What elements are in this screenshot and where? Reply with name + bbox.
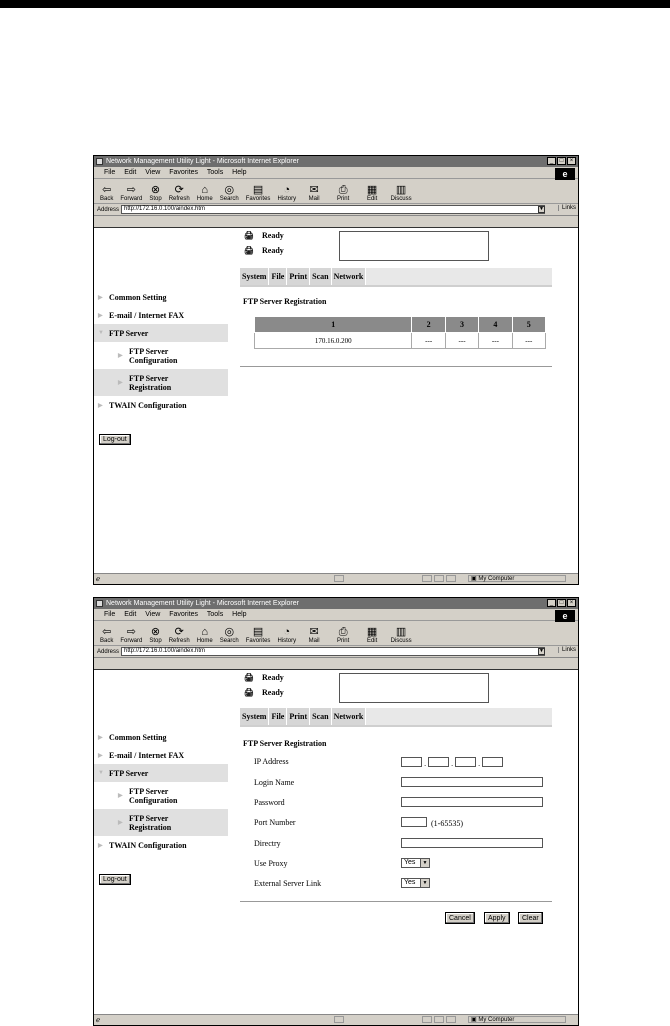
address-label: Address (97, 648, 120, 655)
ie-logo-icon: e (555, 610, 575, 622)
history-button[interactable]: ◔ History (277, 184, 297, 202)
menu-help[interactable]: Help (232, 611, 247, 618)
printer-status-1: 🖨 Ready (243, 231, 284, 240)
mail-button[interactable]: ✉ Mail (308, 626, 320, 644)
use-proxy-select[interactable]: Yes ▼ (401, 858, 430, 868)
ip-dot: . (478, 759, 481, 768)
ie-logo-icon: e (555, 168, 575, 180)
status-segment (422, 1016, 432, 1023)
password-input[interactable] (401, 797, 543, 807)
status-segment (434, 1016, 444, 1023)
sidebar-item-ftp-configuration[interactable]: ▶ FTP Server Configuration (118, 786, 178, 805)
tab-system[interactable]: System (240, 268, 269, 285)
printer-status-2: 🖨 Ready (243, 688, 284, 697)
table-cell-link[interactable]: --- (445, 333, 478, 349)
page-content (94, 669, 578, 1015)
printer-icon: 🖨 (243, 673, 255, 682)
refresh-icon: ⟳ (174, 184, 184, 196)
minimize-button[interactable]: _ (547, 599, 556, 607)
tab-bar (240, 268, 552, 285)
address-label: Address (97, 206, 120, 213)
external-server-link-select[interactable]: Yes ▼ (401, 878, 430, 888)
menu-help[interactable]: Help (232, 169, 247, 176)
sidebar-nav (94, 728, 228, 854)
printer-icon: 🖨 (243, 246, 255, 255)
column-header: 2 (412, 317, 445, 333)
message-box (339, 231, 489, 261)
apply-button[interactable]: Apply (484, 912, 510, 924)
clear-button[interactable]: Clear (518, 912, 543, 924)
refresh-button[interactable]: ⟳ Refresh (168, 184, 190, 202)
sidebar-item-twain[interactable]: ▶ TWAIN Configuration (98, 840, 187, 850)
ip-octet-3-input[interactable] (455, 757, 476, 767)
stop-icon: ⊗ (150, 626, 161, 638)
logout-button[interactable]: Log-out (99, 434, 131, 445)
use-proxy-label: Use Proxy (254, 859, 288, 868)
page-content (94, 227, 578, 574)
print-icon: ⎙ (338, 184, 348, 196)
column-header: 3 (445, 317, 478, 333)
directory-input[interactable] (401, 838, 543, 848)
search-icon: ◎ (224, 184, 235, 196)
sidebar-item-twain[interactable]: ▶ TWAIN Configuration (98, 400, 187, 410)
close-button[interactable]: × (567, 157, 576, 165)
port-number-label: Port Number (254, 818, 296, 827)
discuss-button[interactable]: ▥ Discuss (390, 184, 412, 202)
printer-status-1: 🖨 Ready (243, 673, 284, 682)
tab-print[interactable]: Print (287, 268, 310, 285)
forward-arrow-icon: ⇨ (126, 626, 136, 638)
status-segment (422, 575, 432, 582)
sidebar-nav (94, 288, 228, 414)
status-segment (446, 575, 456, 582)
title-bar (94, 156, 578, 167)
forward-button[interactable]: ⇨ Forward (120, 626, 143, 644)
forward-arrow-icon: ⇨ (126, 184, 136, 196)
menu-edit[interactable]: Edit (124, 169, 137, 176)
table-cell-link[interactable]: --- (512, 333, 545, 349)
arrow-right-icon: ▶ (98, 734, 103, 741)
back-button[interactable]: ⇦ Back (100, 626, 114, 644)
computer-icon: ▣ (471, 1017, 479, 1023)
tab-scan[interactable]: Scan (310, 708, 331, 725)
address-bar (94, 204, 578, 216)
status-zone: ▣ My Computer (468, 575, 566, 582)
links-button[interactable]: Links (558, 647, 576, 653)
tab-print[interactable]: Print (287, 708, 310, 725)
table-cell-link[interactable]: --- (479, 333, 512, 349)
sidebar-item-email[interactable]: ▶ E-mail / Internet FAX (98, 750, 185, 760)
arrow-down-icon: ▼ (98, 330, 104, 336)
mail-icon: ✉ (309, 184, 319, 196)
toolbar (94, 179, 578, 204)
table-row (255, 333, 546, 349)
external-server-link-label: External Server Link (254, 879, 322, 888)
menu-edit[interactable]: Edit (124, 611, 137, 618)
tab-underline (240, 285, 552, 287)
home-icon: ⌂ (201, 626, 209, 638)
logout-button[interactable]: Log-out (99, 874, 131, 885)
cancel-button[interactable]: Cancel (445, 912, 475, 924)
address-input[interactable]: http://172.16.0.100/aindex.htm (121, 205, 545, 214)
print-button[interactable]: ⎙ Print (336, 626, 350, 644)
address-input[interactable]: http://172.16.0.100/aindex.htm (121, 647, 545, 656)
mail-button[interactable]: ✉ Mail (308, 184, 320, 202)
home-icon: ⌂ (201, 184, 209, 196)
dropdown-arrow-icon: ▼ (420, 859, 429, 867)
menu-favorites[interactable]: Favorites (169, 169, 199, 176)
login-name-input[interactable] (401, 777, 543, 787)
sidebar-item-ftp-server[interactable]: ▼ FTP Server (94, 764, 228, 782)
refresh-button[interactable]: ⟳ Refresh (168, 626, 190, 644)
ip-dot: . (424, 759, 427, 768)
ie-page-icon: ℯ (96, 576, 101, 583)
status-bar (94, 1014, 578, 1025)
address-bar (94, 646, 578, 658)
window-title: Network Management Utility Light - Microsoft Internet Explorer (106, 600, 299, 607)
ftp-server-table (254, 316, 546, 349)
search-button[interactable]: ◎ Search (219, 626, 239, 644)
arrow-down-icon: ▼ (98, 770, 104, 776)
edit-button[interactable]: ▦ Edit (366, 184, 378, 202)
history-button[interactable]: ◔ History (277, 626, 297, 644)
arrow-right-icon: ▶ (118, 820, 123, 826)
menu-tools[interactable]: Tools (206, 169, 224, 176)
dropdown-arrow-icon: ▼ (420, 879, 429, 887)
status-zone: ▣ My Computer (468, 1016, 566, 1023)
stop-button[interactable]: ⊗ Stop (149, 184, 162, 202)
menu-bar (94, 167, 578, 179)
printer-icon: 🖨 (243, 688, 255, 697)
password-label: Password (254, 798, 285, 807)
arrow-right-icon: ▶ (98, 312, 103, 319)
arrow-right-icon: ▶ (98, 294, 103, 301)
ip-address-label: IP Address (254, 757, 289, 766)
tab-network[interactable]: Network (332, 268, 367, 285)
favorites-icon: ▤ (252, 184, 264, 196)
discuss-button[interactable]: ▥ Discuss (390, 626, 412, 644)
sidebar-item-ftp-registration[interactable]: ▶ FTP Server Registration (94, 369, 228, 396)
sidebar-item-email[interactable]: ▶ E-mail / Internet FAX (98, 310, 185, 320)
ip-octet-4-input[interactable] (482, 757, 503, 767)
stop-button[interactable]: ⊗ Stop (149, 626, 162, 644)
minimize-button[interactable]: _ (547, 157, 556, 165)
directory-label: Directry (254, 839, 281, 848)
discuss-icon: ▥ (395, 184, 407, 196)
sidebar-item-common-setting[interactable]: ▶ Common Setting (98, 732, 167, 742)
mail-icon: ✉ (309, 626, 319, 638)
ie-page-icon: ℯ (96, 1017, 101, 1024)
address-dropdown-icon[interactable]: ▼ (539, 648, 544, 654)
back-arrow-icon: ⇦ (102, 626, 112, 638)
menu-tools[interactable]: Tools (206, 611, 224, 618)
back-button[interactable]: ⇦ Back (100, 184, 114, 202)
tab-file[interactable]: File (269, 268, 287, 285)
discuss-icon: ▥ (395, 626, 407, 638)
history-icon: ◔ (283, 626, 291, 638)
printer-icon: 🖨 (243, 231, 255, 240)
computer-icon: ▣ (471, 576, 479, 582)
edit-icon: ▦ (366, 184, 378, 196)
browser-window-1 (93, 155, 579, 585)
search-icon: ◎ (224, 626, 235, 638)
port-number-input[interactable] (401, 817, 427, 827)
column-header: 4 (479, 317, 512, 333)
port-range-hint: (1-65535) (431, 819, 463, 828)
page-top-rule (0, 0, 670, 8)
refresh-icon: ⟳ (174, 626, 184, 638)
title-bar (94, 598, 578, 609)
window-title: Network Management Utility Light - Microsoft Internet Explorer (106, 158, 299, 165)
address-dropdown-icon[interactable]: ▼ (539, 206, 544, 212)
column-header: 5 (512, 317, 545, 333)
tab-scan[interactable]: Scan (310, 268, 331, 285)
search-button[interactable]: ◎ Search (219, 184, 239, 202)
table-header-row (255, 317, 546, 333)
arrow-right-icon: ▶ (118, 793, 123, 799)
section-title: FTP Server Registration (243, 297, 327, 306)
status-segment (446, 1016, 456, 1023)
ip-octet-1-input[interactable] (401, 757, 422, 767)
menu-favorites[interactable]: Favorites (169, 611, 199, 618)
sidebar-item-common-setting[interactable]: ▶ Common Setting (98, 292, 167, 302)
tab-file[interactable]: File (269, 708, 287, 725)
arrow-right-icon: ▶ (118, 353, 123, 359)
browser-window-2 (93, 597, 579, 1026)
back-arrow-icon: ⇦ (102, 184, 112, 196)
sidebar-item-ftp-server[interactable]: ▼ FTP Server (94, 324, 228, 342)
tab-system[interactable]: System (240, 708, 269, 725)
favorites-icon: ▤ (252, 626, 264, 638)
ie-window-icon (96, 158, 103, 165)
forward-button[interactable]: ⇨ Forward (120, 184, 143, 202)
status-segment (334, 1016, 344, 1023)
print-icon: ⎙ (338, 626, 348, 638)
arrow-right-icon: ▶ (118, 380, 123, 386)
menu-view[interactable]: View (145, 611, 161, 618)
divider (240, 901, 552, 902)
history-icon: ◔ (283, 184, 291, 196)
edit-button[interactable]: ▦ Edit (366, 626, 378, 644)
sidebar-item-ftp-configuration[interactable]: ▶ FTP Server Configuration (118, 346, 178, 365)
arrow-right-icon: ▶ (98, 402, 103, 409)
section-title: FTP Server Registration (243, 739, 327, 748)
menu-bar (94, 609, 578, 621)
menu-file[interactable]: File (104, 169, 116, 176)
home-button[interactable]: ⌂ Home (196, 626, 213, 644)
column-header: 1 (255, 317, 412, 333)
favorites-button[interactable]: ▤ Favorites (245, 626, 271, 644)
home-button[interactable]: ⌂ Home (196, 184, 213, 202)
edit-icon: ▦ (366, 626, 378, 638)
maximize-button[interactable]: □ (557, 157, 566, 165)
tab-bar (240, 708, 552, 725)
toolbar (94, 621, 578, 646)
login-name-label: Login Name (254, 778, 295, 787)
print-button[interactable]: ⎙ Print (336, 184, 350, 202)
ip-dot: . (451, 759, 454, 768)
close-button[interactable]: × (567, 599, 576, 607)
status-segment (434, 575, 444, 582)
tab-network[interactable]: Network (332, 708, 367, 725)
favorites-button[interactable]: ▤ Favorites (245, 184, 271, 202)
ip-octet-2-input[interactable] (428, 757, 449, 767)
tab-underline (240, 725, 552, 727)
sidebar-item-ftp-registration[interactable]: ▶ FTP Server Registration (94, 809, 228, 836)
status-bar (94, 573, 578, 584)
table-cell-link[interactable]: 170.16.0.200 (255, 333, 412, 349)
message-box (339, 673, 489, 703)
links-button[interactable]: Links (558, 205, 576, 211)
stop-icon: ⊗ (150, 184, 161, 196)
menu-file[interactable]: File (104, 611, 116, 618)
printer-status-2: 🖨 Ready (243, 246, 284, 255)
menu-view[interactable]: View (145, 169, 161, 176)
divider (240, 366, 552, 367)
ie-window-icon (96, 600, 103, 607)
status-segment (334, 575, 344, 582)
arrow-right-icon: ▶ (98, 842, 103, 849)
table-cell-link[interactable]: --- (412, 333, 445, 349)
maximize-button[interactable]: □ (557, 599, 566, 607)
arrow-right-icon: ▶ (98, 752, 103, 759)
